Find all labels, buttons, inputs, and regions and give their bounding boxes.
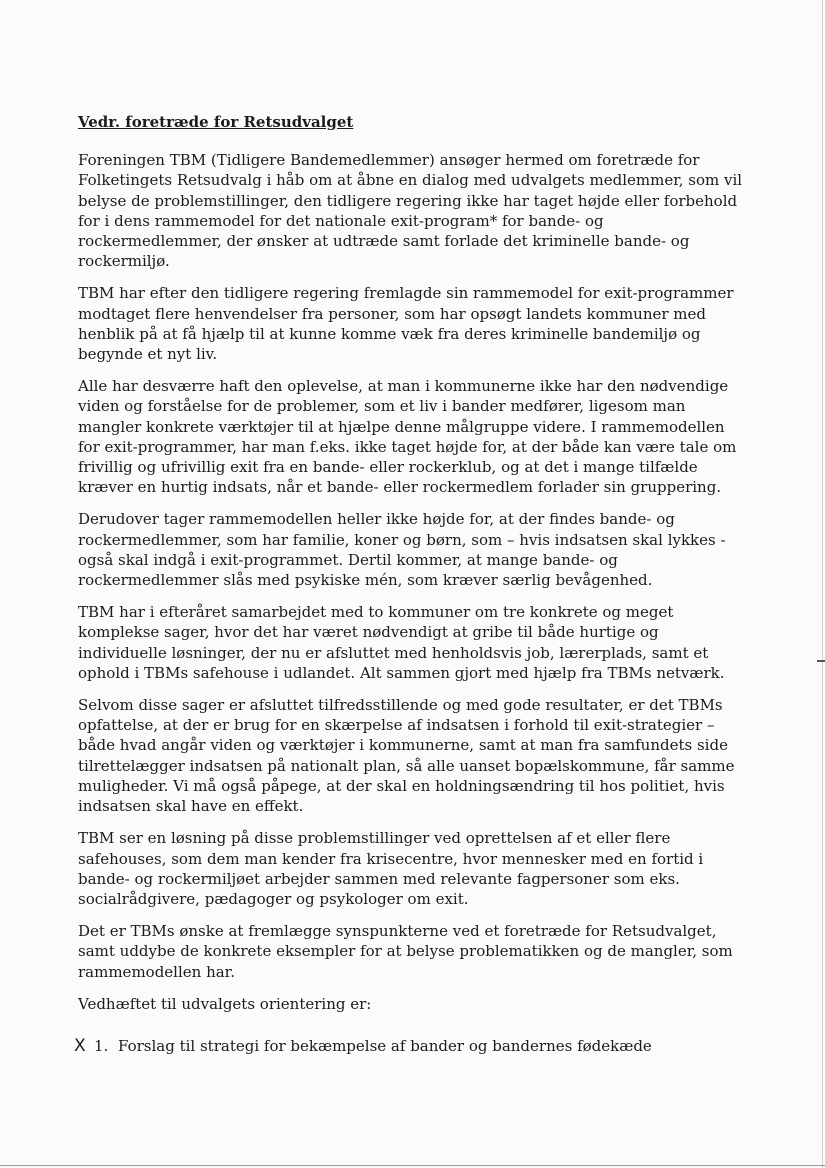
paragraph-4: Derudover tager rammemodellen heller ikke højde for, at der findes bande- og rockermedlemmer, som har familie, koner og børn, som – hvis indsatsen skal lykkes - også skal indgå i exit-programmet. Dertil kommer, at mange bande- og rockermedlemmer slås med psykiske mén, som kræver særlig bevågenhed. <box>78 510 726 590</box>
paragraph-3: Alle har desværre haft den oplevelse, at man i kommunerne ikke har den nødvendige viden og forståelse for de problemer, som et liv i bander medfører, ligesom man mangler konkrete værktøjer til at hjælpe denne målgruppe videre. I rammemodellen for exit-programmer, har man f.eks. ikke taget højde for, at der både kan være tale om frivillig og ufrivillig exit fra en bande- eller rockerklub, og at det i mange tilfælde kræver en hurtig indsats, når et bande- eller rockermedlem forlader sin gruppering. <box>78 377 737 497</box>
letter-heading: Vedr. foretræde for Retsudvalget <box>78 113 354 131</box>
paragraph-1: Foreningen TBM (Tidligere Bandemedlemmer) ansøger hermed om foretræde for Folketingets Retsudvalg i håb om at åbne en dialog med udvalgets medlemmer, som vil belyse de problemstillinger, den tidligere regering ikke har taget højde eller forbehold for i dens rammemodel for det nationale exit-program* for bande- og rockermedlemmer, der ønsker at udtræde samt forlade det kriminelle bande- og rockermiljø. <box>78 151 743 271</box>
scan-bottom-edge <box>0 1165 825 1166</box>
paragraph-6: Selvom disse sager er afsluttet tilfredsstillende og med gode resultater, er det TBMs opfattelse, at der er brug for en skærpelse af indsatsen i forhold til exit-strategier – både hvad angår viden og værktøjer i kommunerne, samt at man fra samfundets side tilrettelægger indsatsen på nationalt plan, så alle uanset bopælskommune, får samme muligheder. Vi må også påpege, at der skal en holdningsændring til hos politiet, hvis indsatsen skal have en effekt. <box>78 696 735 816</box>
attachments-intro: Vedhæftet til udvalgets orientering er: <box>78 994 372 1013</box>
attachment-title: Forslag til strategi for bekæmpelse af bander og bandernes fødekæde <box>118 1036 652 1055</box>
paragraph-2: TBM har efter den tidligere regering fremlagde sin rammemodel for exit-programmer modtaget flere henvendelser fra personer, som har opsøgt landets kommuner med henblik på at få hjælp til at kunne komme væk fra deres kriminelle bandemiljø og begynde et nyt liv. <box>78 284 734 364</box>
page-edge-line <box>822 0 823 1168</box>
attachment-item <box>74 1036 744 1056</box>
margin-tick-mark <box>817 660 825 662</box>
paragraph-5: TBM har i efteråret samarbejdet med to kommuner om tre konkrete og meget komplekse sager, hvor det har været nødvendigt at gribe til både hurtige og individuelle løsninger, der nu er afsluttet med henholdsvis job, lærerplads, samt et ophold i TBMs safehouse i udlandet. Alt sammen gjort med hjælp fra TBMs netværk. <box>78 603 725 682</box>
letter-body <box>74 112 744 1056</box>
paragraph-7: TBM ser en løsning på disse problemstillinger ved oprettelsen af et eller flere safehouses, som dem man kender fra krisecentre, hvor mennesker med en fortid i bande- og rockermiljøet arbejder sammen med relevante fagpersoner som eks. socialrådgivere, pædagoger og psykologer om exit. <box>78 829 704 908</box>
handwritten-check-mark: X <box>74 1035 86 1056</box>
paragraph-8: Det er TBMs ønske at fremlægge synspunkterne ved et foretræde for Retsudvalget, samt uddybe de konkrete eksempler for at belyse problematikken og de mangler, som rammemodellen har. <box>78 922 733 981</box>
attachment-number: 1. <box>94 1036 109 1055</box>
